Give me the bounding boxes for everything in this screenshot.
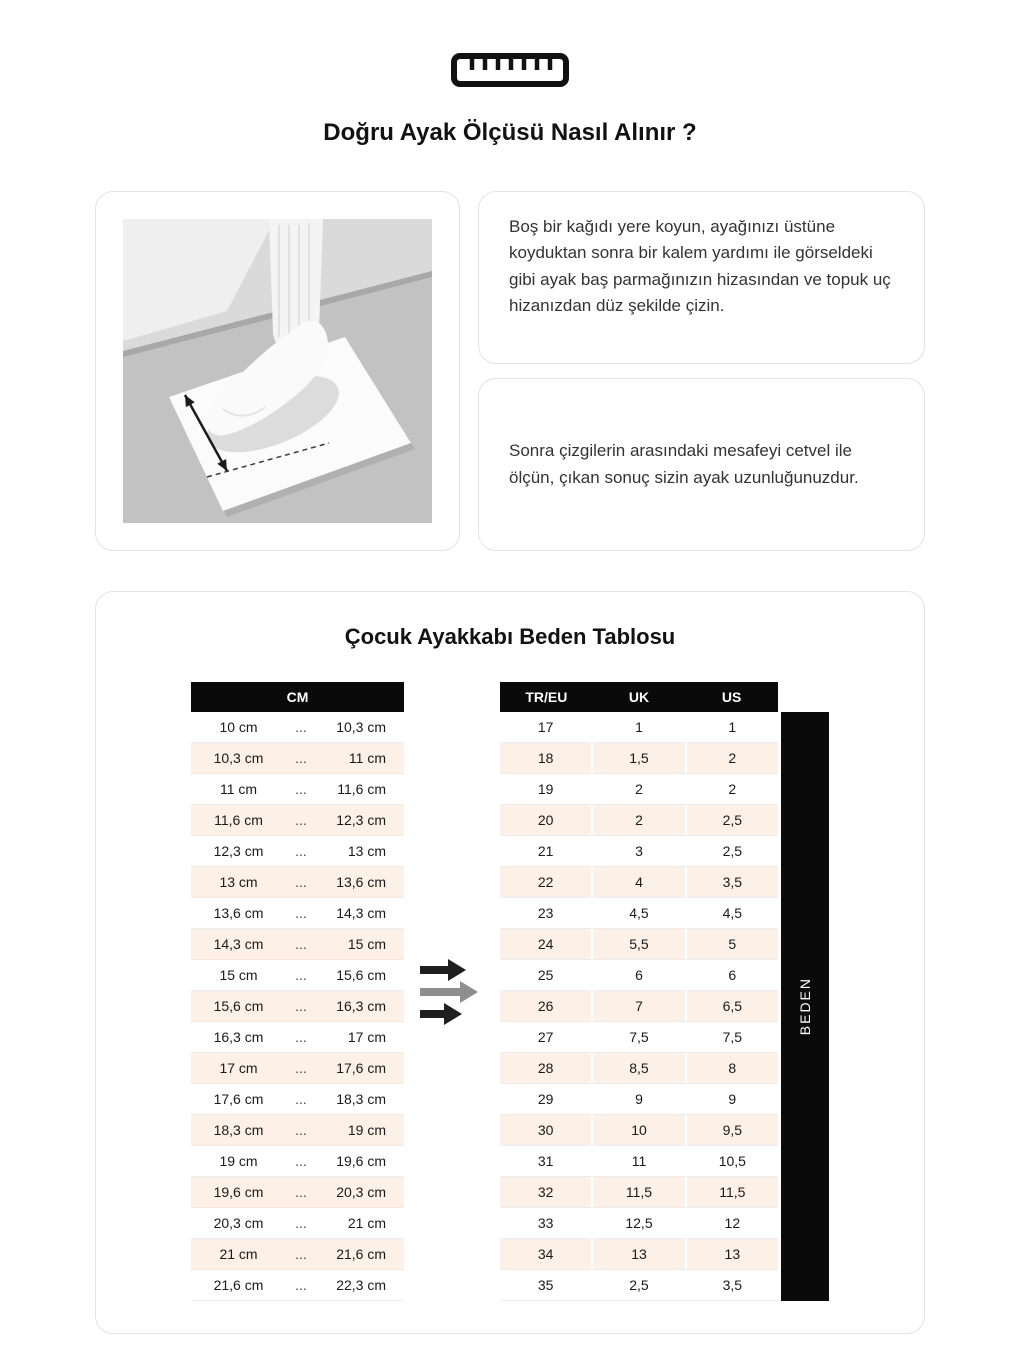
size-table-row [500,867,778,898]
cm-separator: ... [295,874,307,890]
cm-table-row [191,1053,404,1084]
size-table-row [500,1270,778,1301]
us-value: 11,5 [687,1177,778,1207]
size-table-row [500,1053,778,1084]
tr-eu-value: 33 [500,1208,591,1238]
tr-eu-value: 31 [500,1146,591,1176]
cm-separator: ... [295,998,307,1014]
cm-table-row [191,1239,404,1270]
size-table-row [500,712,778,743]
size-table-row [500,1022,778,1053]
uk-value: 2 [593,805,684,835]
foot-measurement-photo [123,219,432,523]
cm-table-row [191,743,404,774]
size-table-row [500,743,778,774]
instruction-card-1 [478,191,925,364]
tr-eu-value: 30 [500,1115,591,1145]
instruction-card-2 [478,378,925,551]
cm-from-value: 16,3 cm [213,1029,264,1045]
us-value: 2,5 [687,805,778,835]
cm-separator: ... [295,719,307,735]
cm-separator: ... [295,1029,307,1045]
uk-value: 12,5 [593,1208,684,1238]
cm-separator: ... [295,1091,307,1107]
us-value: 9,5 [687,1115,778,1145]
tr-eu-value: 26 [500,991,591,1021]
cm-to-value: 13,6 cm [336,874,386,890]
cm-to-value: 14,3 cm [336,905,386,921]
us-value: 13 [687,1239,778,1269]
uk-value: 9 [593,1084,684,1114]
tr-eu-value: 17 [500,712,591,742]
us-value: 12 [687,1208,778,1238]
uk-value: 11 [593,1146,684,1176]
us-value: 6,5 [687,991,778,1021]
tr-eu-value: 21 [500,836,591,866]
cm-separator: ... [295,812,307,828]
size-tables [96,682,924,1301]
cm-table-row [191,836,404,867]
us-value: 4,5 [687,898,778,928]
uk-value: 6 [593,960,684,990]
tr-eu-value: 24 [500,929,591,959]
cm-to-value: 19,6 cm [336,1153,386,1169]
cm-separator: ... [295,1184,307,1200]
us-value: 9 [687,1084,778,1114]
cm-table-row [191,960,404,991]
cm-to-value: 22,3 cm [336,1277,386,1293]
us-value: 8 [687,1053,778,1083]
us-value: 10,5 [687,1146,778,1176]
cm-to-value: 20,3 cm [336,1184,386,1200]
transfer-arrows-icon [416,959,488,1025]
cm-to-value: 21,6 cm [336,1246,386,1262]
cm-table-row [191,1208,404,1239]
uk-value: 13 [593,1239,684,1269]
cm-from-value: 11 cm [219,781,258,797]
measurement-guide-section [95,191,925,551]
tr-eu-value: 35 [500,1270,591,1300]
size-table-row [500,1177,778,1208]
cm-from-value: 18,3 cm [213,1122,264,1138]
tr-eu-value: 29 [500,1084,591,1114]
beden-bar [781,712,829,1301]
cm-from-value: 14,3 cm [213,936,264,952]
size-table-row [500,1208,778,1239]
page-title: Doğru Ayak Ölçüsü Nasıl Alınır ? [323,119,697,146]
cm-from-value: 10,3 cm [213,750,264,766]
cm-table-row [191,1146,404,1177]
instruction-step1-text: Boş bir kağıdı yere koyun, ayağınızı üstüne koyduktan sonra bir kalem yardımı ile görseldeki gibi ayak baş parmağınızın hizasından ve topuk uç hizanızdan düz şekilde çizin. [509,217,891,316]
cm-to-value: 18,3 cm [336,1091,386,1107]
cm-from-value: 17 cm [219,1060,258,1076]
cm-from-value: 13 cm [219,874,258,890]
cm-from-value: 17,6 cm [213,1091,264,1107]
size-table [500,682,778,1301]
uk-value: 7 [593,991,684,1021]
cm-to-value: 19 cm [347,1122,386,1138]
size-table-row [500,1115,778,1146]
arrows-wrap [404,959,500,1025]
cm-separator: ... [295,843,307,859]
cm-separator: ... [295,936,307,952]
size-chart-section [95,591,925,1334]
tr-eu-header: TR/EU [525,689,568,705]
cm-table-row [191,1115,404,1146]
cm-table-row [191,1084,404,1115]
cm-table-row [191,1022,404,1053]
cm-separator: ... [295,1060,307,1076]
cm-to-value: 15 cm [347,936,386,952]
cm-to-value: 13 cm [347,843,386,859]
cm-table [191,682,404,1301]
cm-from-value: 20,3 cm [213,1215,264,1231]
cm-to-value: 16,3 cm [336,998,386,1014]
uk-value: 1 [593,712,684,742]
us-value: 1 [687,712,778,742]
uk-value: 10 [593,1115,684,1145]
size-table-body [500,712,778,1301]
cm-separator: ... [295,1215,307,1231]
tr-eu-value: 20 [500,805,591,835]
cm-to-value: 15,6 cm [336,967,386,983]
cm-table-header [191,682,404,712]
cm-table-body [191,712,404,1301]
us-value: 7,5 [687,1022,778,1052]
cm-to-value: 10,3 cm [336,719,386,735]
cm-from-value: 13,6 cm [213,905,264,921]
tr-eu-value: 27 [500,1022,591,1052]
cm-separator: ... [295,781,307,797]
cm-separator: ... [295,905,307,921]
cm-table-row [191,929,404,960]
foot-photo-card [95,191,460,551]
size-table-row [500,1239,778,1270]
size-table-row [500,774,778,805]
size-table-row [500,991,778,1022]
cm-from-value: 21,6 cm [213,1277,264,1293]
uk-header: UK [628,689,650,705]
cm-from-value: 10 cm [219,719,258,735]
cm-to-value: 17 cm [347,1029,386,1045]
page-header [0,0,1020,147]
cm-table-row [191,867,404,898]
cm-from-value: 19,6 cm [213,1184,264,1200]
us-value: 3,5 [687,1270,778,1300]
beden-label: BEDEN [797,977,813,1036]
cm-from-value: 21 cm [219,1246,258,1262]
cm-separator: ... [295,1153,307,1169]
us-value: 5 [687,929,778,959]
cm-from-value: 15 cm [219,967,258,983]
cm-header-label: CM [286,689,309,705]
tr-eu-value: 25 [500,960,591,990]
cm-separator: ... [295,750,307,766]
ruler-icon [450,50,570,95]
instruction-cards [478,191,925,551]
uk-value: 5,5 [593,929,684,959]
cm-from-value: 15,6 cm [213,998,264,1014]
cm-separator: ... [295,1122,307,1138]
us-value: 2 [687,743,778,773]
uk-value: 4 [593,867,684,897]
us-value: 6 [687,960,778,990]
cm-table-row [191,1177,404,1208]
cm-table-row [191,898,404,929]
cm-to-value: 21 cm [347,1215,386,1231]
cm-table-row [191,991,404,1022]
uk-value: 4,5 [593,898,684,928]
cm-to-value: 11,6 cm [337,781,386,797]
uk-value: 2,5 [593,1270,684,1300]
size-table-header [500,682,778,712]
cm-separator: ... [295,967,307,983]
us-value: 3,5 [687,867,778,897]
cm-to-value: 11 cm [348,750,386,766]
uk-value: 3 [593,836,684,866]
cm-to-value: 17,6 cm [336,1060,386,1076]
size-chart-title: Çocuk Ayakkabı Beden Tablosu [344,624,676,649]
tr-eu-value: 23 [500,898,591,928]
cm-table-row [191,805,404,836]
cm-separator: ... [295,1246,307,1262]
tr-eu-value: 28 [500,1053,591,1083]
cm-table-row [191,774,404,805]
us-value: 2,5 [687,836,778,866]
uk-value: 11,5 [593,1177,684,1207]
instruction-step2-text: Sonra çizgilerin arasındaki mesafeyi cetvel ile ölçün, çıkan sonuç sizin ayak uzunluğunuzdur. [509,441,859,487]
tr-eu-value: 19 [500,774,591,804]
size-table-row [500,1146,778,1177]
tr-eu-value: 34 [500,1239,591,1269]
cm-from-value: 12,3 cm [213,843,264,859]
cm-table-row [191,1270,404,1301]
us-value: 2 [687,774,778,804]
size-table-row [500,898,778,929]
uk-value: 1,5 [593,743,684,773]
cm-from-value: 19 cm [219,1153,258,1169]
uk-value: 8,5 [593,1053,684,1083]
uk-value: 7,5 [593,1022,684,1052]
cm-to-value: 12,3 cm [336,812,386,828]
tr-eu-value: 22 [500,867,591,897]
size-table-row [500,836,778,867]
size-table-row [500,805,778,836]
cm-table-row [191,712,404,743]
size-table-row [500,929,778,960]
tr-eu-value: 32 [500,1177,591,1207]
us-header: US [721,689,742,705]
size-table-row [500,960,778,991]
cm-separator: ... [295,1277,307,1293]
cm-from-value: 11,6 cm [214,812,263,828]
uk-value: 2 [593,774,684,804]
tr-eu-value: 18 [500,743,591,773]
size-table-row [500,1084,778,1115]
